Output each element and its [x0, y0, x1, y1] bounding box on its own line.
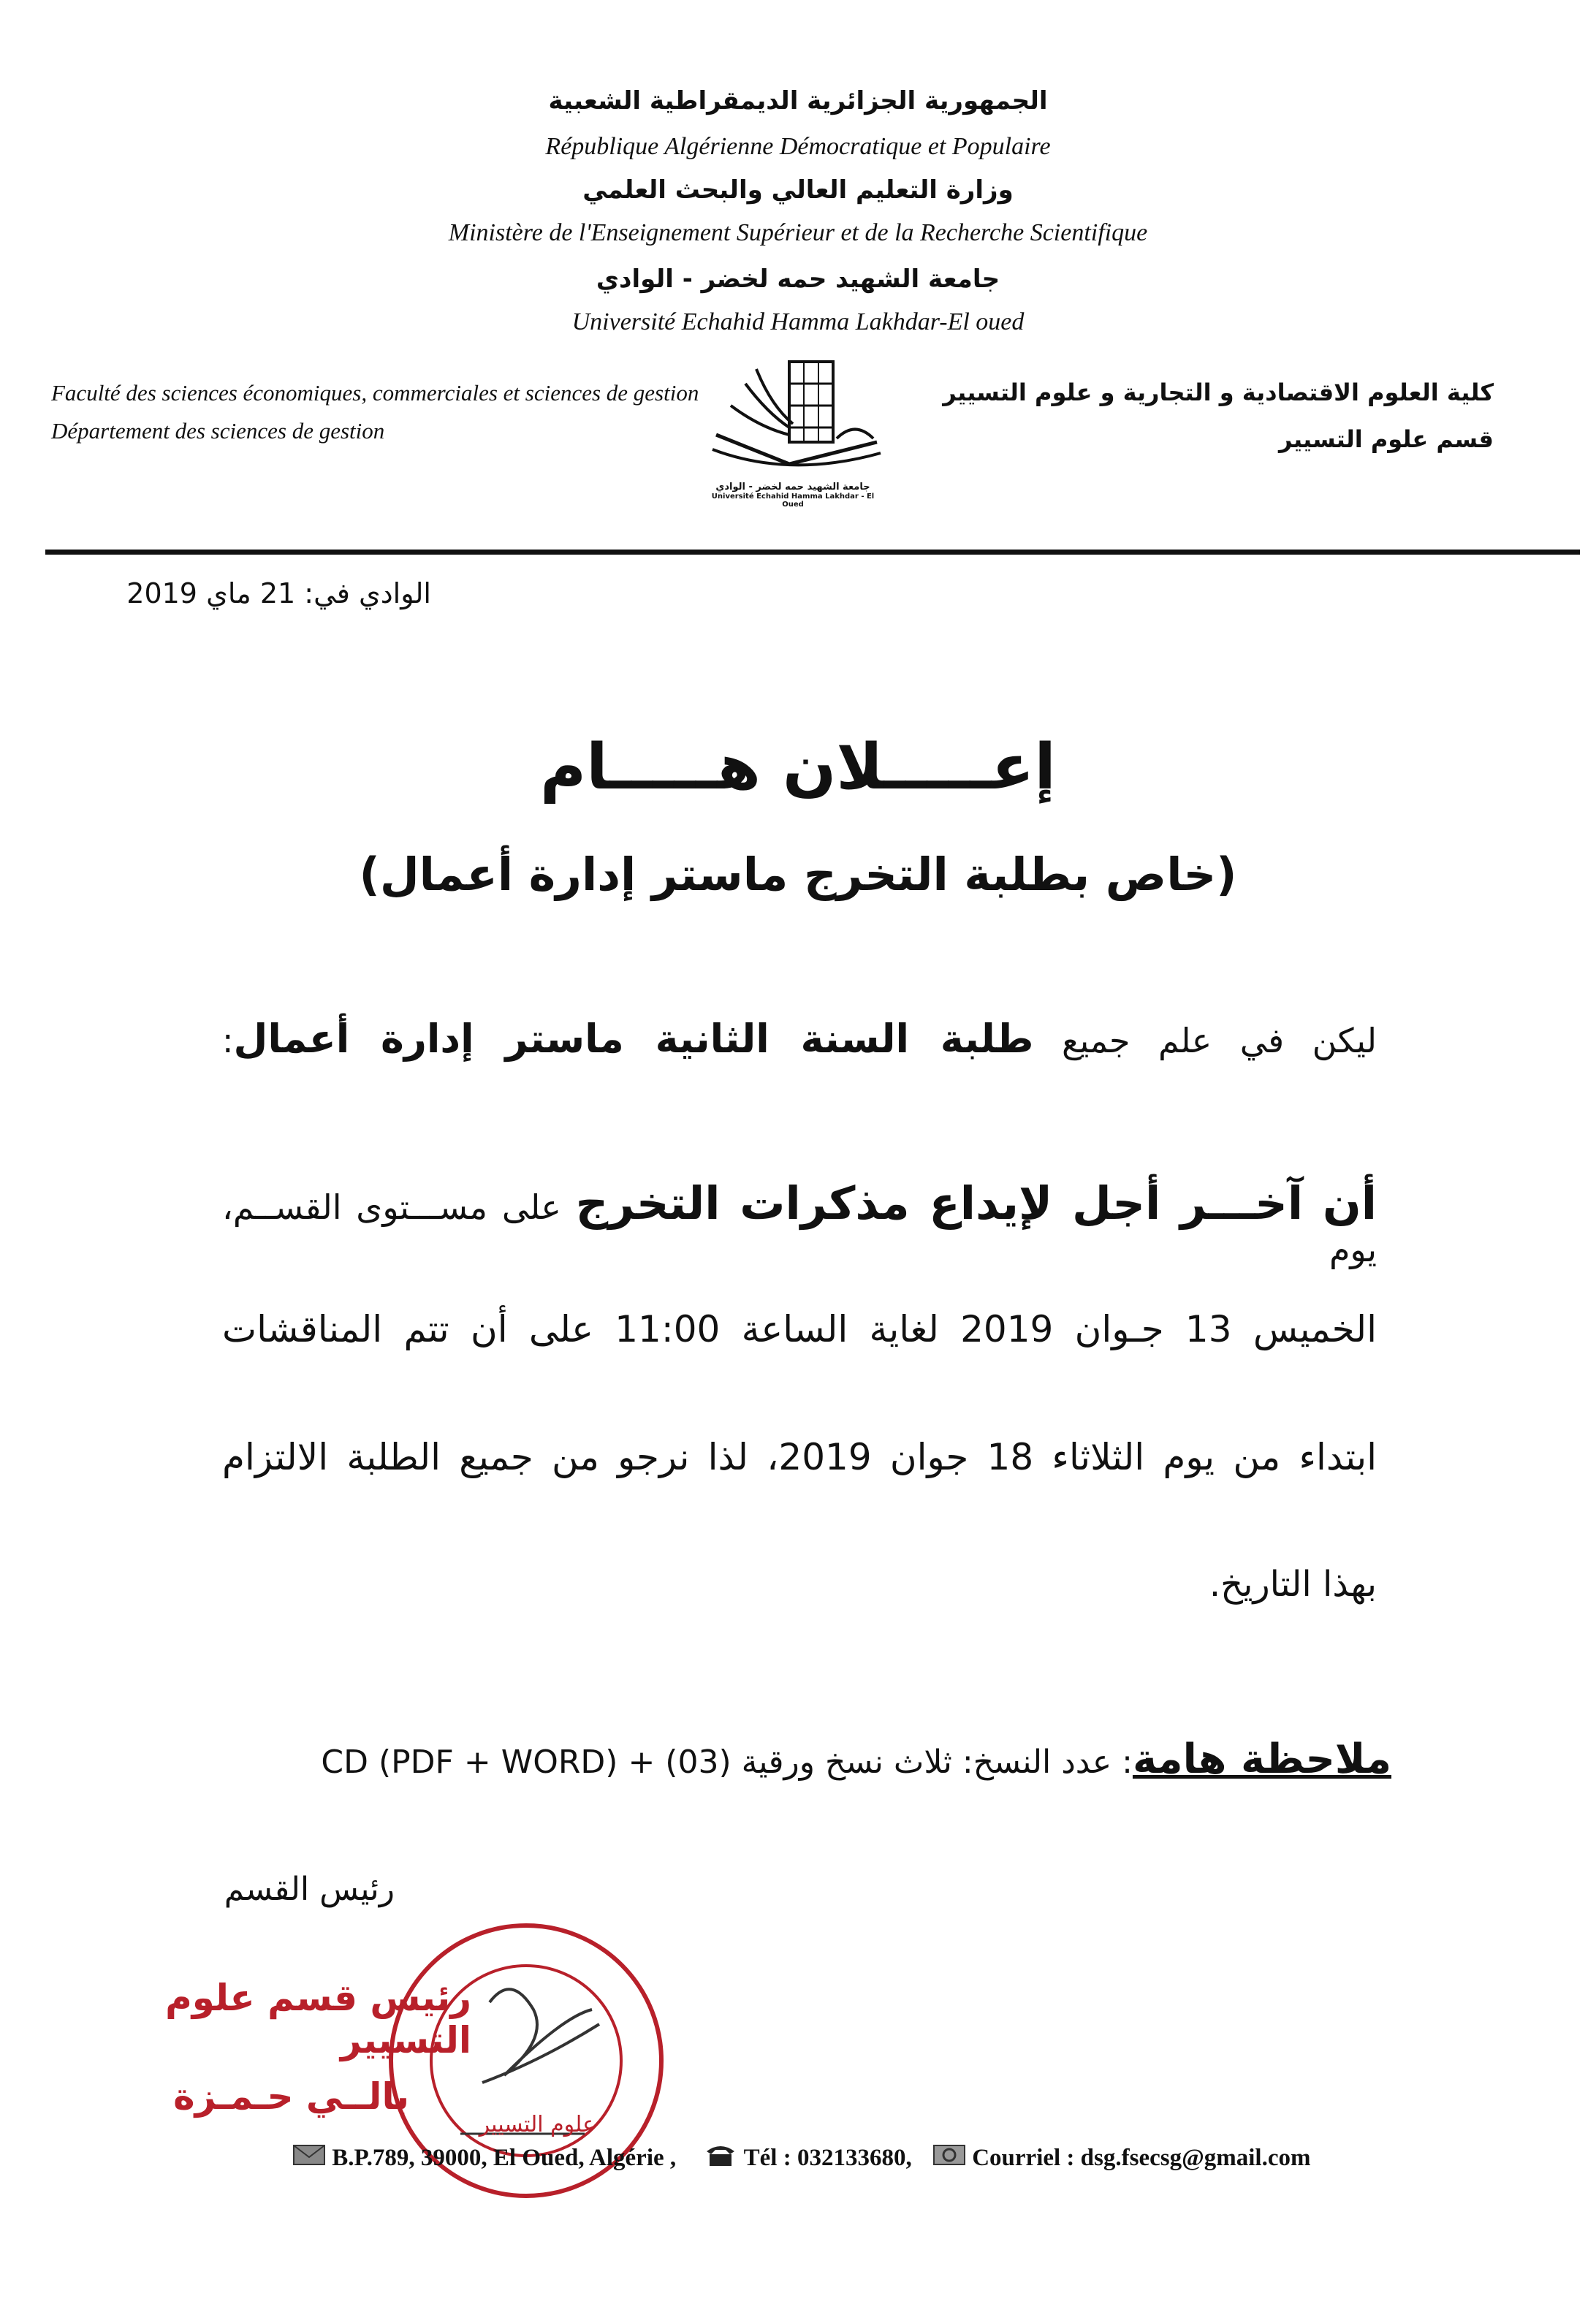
stamp-line-1: رئيس قسم علوم التسيير [165, 1977, 471, 2061]
department-head-title: رئيس القسم [224, 1871, 395, 1908]
body-line-1-prefix: ليكن في علم جميع [1033, 1021, 1377, 1060]
footer-address: B.P.789, 39000, El Oued, Algérie , [332, 2145, 677, 2171]
note-label: ملاحظة هامة [1132, 1736, 1391, 1783]
footer-phone: Tél : 032133680, [743, 2145, 912, 2171]
faculty-fr: Faculté des sciences économiques, commerciales et sciences de gestion [51, 380, 699, 406]
republic-fr: République Algérienne Démocratique et Populaire [545, 133, 1051, 160]
email-icon [932, 2143, 966, 2174]
university-logo [702, 354, 884, 515]
date-line: الوادي في: 21 ماي 2019 [126, 577, 431, 609]
body-line-1 [222, 1016, 1377, 1062]
faculty-ar: كلية العلوم الاقتصادية و التجارية و علوم التسيير [943, 379, 1494, 406]
note-text: : عدد النسخ: ثلاث نسخ ورقية (03) + CD (PDF + WORD) [321, 1744, 1133, 1781]
body-line-5: بهذا التاريخ. [1209, 1564, 1377, 1605]
footer [292, 2141, 1388, 2175]
department-fr: Département des sciences de gestion [51, 418, 385, 444]
mail-icon [292, 2143, 326, 2174]
body-line-4: ابتداء من يوم الثلاثاء 18 جوان 2019، لذا نرجو من جميع الطلبة الالتزام [222, 1436, 1378, 1478]
body-line-2-suffix: على مســـتوى القســم، يوم [222, 1187, 1377, 1269]
republic-ar: الجمهورية الجزائرية الديمقراطية الشعبية [548, 86, 1048, 115]
body-line-3: الخميس 13 جـوان 2019 لغاية الساعة 11:00 على أن تتم المناقشات [222, 1308, 1377, 1350]
logo-caption-ar: جامعة الشهيد حمه لخضر - الوادي [715, 482, 870, 493]
announcement-title: إعـــــلان هـــــام [540, 731, 1056, 804]
ministry-fr: Ministère de l'Enseignement Supérieur et de la Recherche Scientifique [448, 219, 1148, 246]
university-fr: Université Echahid Hamma Lakhdar-El oued [571, 308, 1025, 335]
stamp-line-2: بالــي حـمـزة [173, 2075, 409, 2118]
important-note [178, 1736, 1391, 1783]
university-ar: جامعة الشهيد حمه لخضر - الوادي [596, 265, 1000, 294]
stamp-center-text: علوم التسيير [479, 2112, 596, 2137]
department-ar: قسم علوم التسيير [1279, 425, 1494, 453]
body-line-2 [222, 1176, 1377, 1269]
logo-icon [702, 354, 884, 479]
body-line-1-suffix: : [222, 1021, 234, 1060]
footer-email: Courriel : dsg.fsecsg@gmail.com [972, 2145, 1311, 2171]
header-divider [45, 550, 1580, 555]
logo-caption-fr: Université Echahid Hamma Lakhdar - El Oued [711, 493, 875, 509]
body-line-2-bold: أن آخـــر أجل لإيداع مذكرات التخرج [575, 1176, 1377, 1230]
phone-icon [704, 2141, 737, 2175]
announcement-subtitle: (خاص بطلبة التخرج ماستر إدارة أعمال) [359, 848, 1237, 901]
body-line-1-bold: طلبة السنة الثانية ماستر إدارة أعمال [233, 1016, 1034, 1062]
ministry-ar: وزارة التعليم العالي والبحث العلمي [582, 175, 1014, 205]
